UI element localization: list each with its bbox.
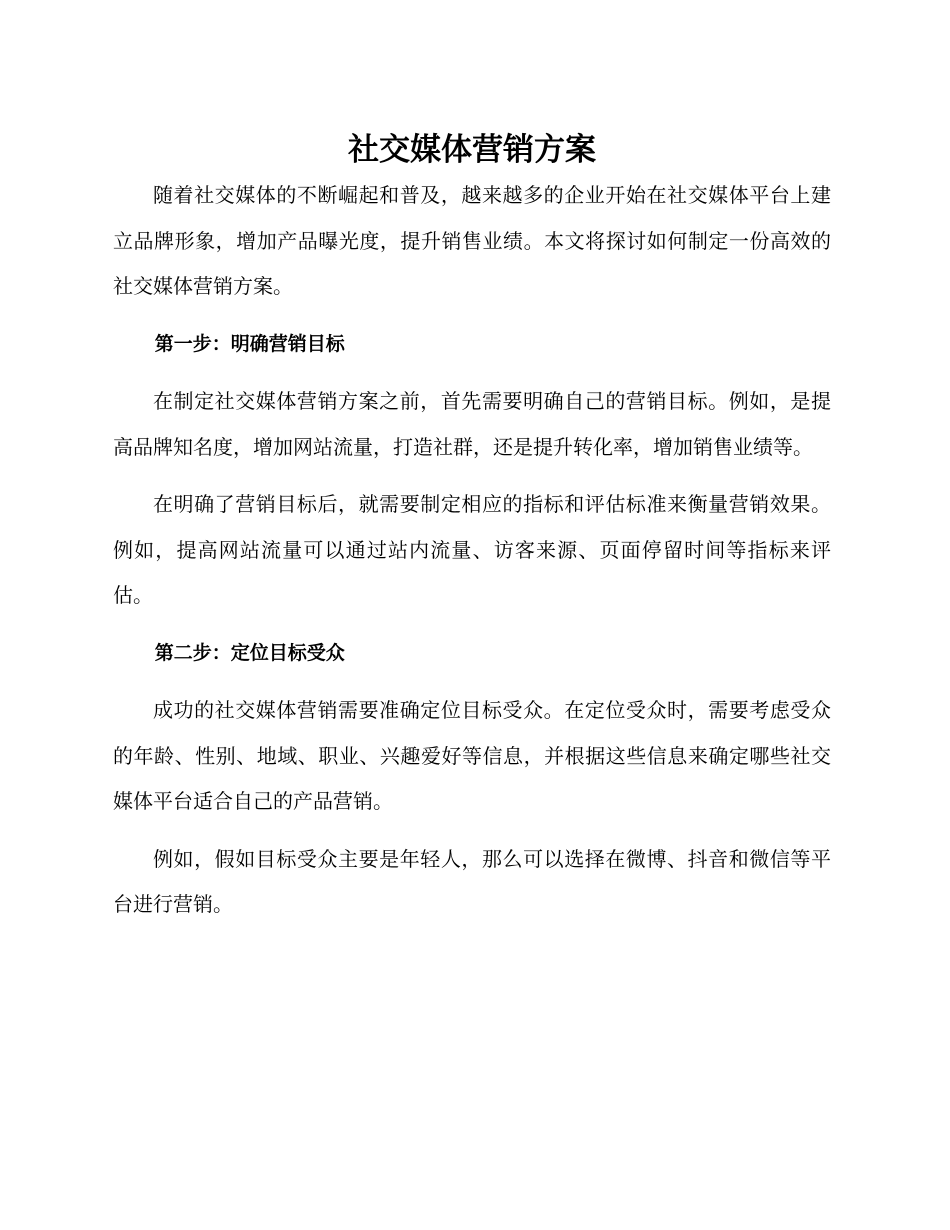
- section-1-paragraph-2: 在明确了营销目标后，就需要制定相应的指标和评估标准来衡量营销效果。例如，提高网站流量可以通过站内流量、访客来源、页面停留时间等指标来评估。: [113, 492, 831, 607]
- intro-paragraph: 随着社交媒体的不断崛起和普及，越来越多的企业开始在社交媒体平台上建立品牌形象，增加产品曝光度，提升销售业绩。本文将探讨如何制定一份高效的社交媒体营销方案。: [113, 183, 831, 298]
- section-2-paragraph-1: 成功的社交媒体营销需要准确定位目标受众。在定位受众时，需要考虑受众的年龄、性别、地域、职业、兴趣爱好等信息，并根据这些信息来确定哪些社交媒体平台适合自己的产品营销。: [113, 698, 831, 813]
- section-1-heading: 第一步：明确营销目标: [154, 332, 345, 355]
- document-title: 社交媒体营销方案: [348, 132, 596, 168]
- section-2-paragraph-2: 例如，假如目标受众主要是年轻人，那么可以选择在微博、抖音和微信等平台进行营销。: [113, 846, 831, 916]
- section-2-heading: 第二步：定位目标受众: [154, 641, 345, 664]
- document-page: [113, 128, 831, 928]
- section-1-paragraph-1: 在制定社交媒体营销方案之前，首先需要明确自己的营销目标。例如，是提高品牌知名度，增加网站流量，打造社群，还是提升转化率，增加销售业绩等。: [113, 389, 831, 459]
